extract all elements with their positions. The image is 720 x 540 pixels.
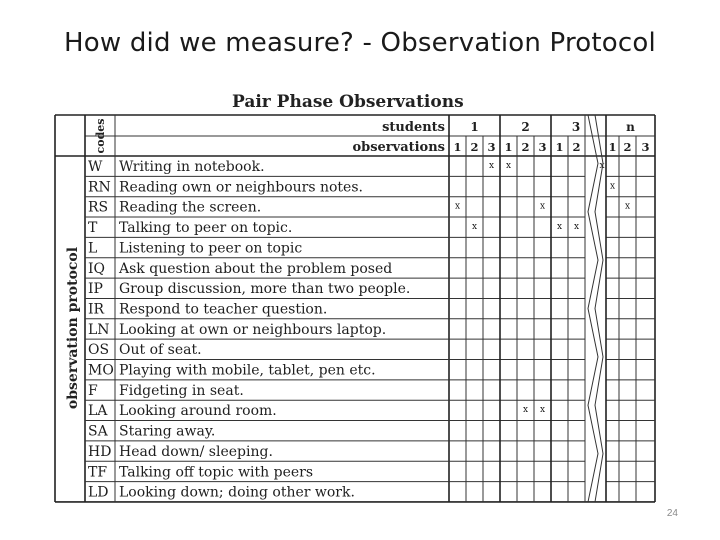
student-group-label: n bbox=[626, 120, 635, 134]
code-cell: T bbox=[88, 220, 98, 237]
observation-mark: x bbox=[556, 222, 563, 233]
observation-number-label: 2 bbox=[623, 140, 632, 154]
observation-number-label: 2 bbox=[572, 140, 581, 154]
observation-number-label: 1 bbox=[555, 140, 564, 154]
codes-header-label: codes bbox=[94, 118, 107, 154]
description-cell: Looking around room. bbox=[119, 403, 277, 420]
break-zigzag-line bbox=[588, 115, 598, 502]
slide-number: 24 bbox=[666, 508, 678, 519]
code-cell: IR bbox=[88, 301, 105, 318]
code-cell: HD bbox=[88, 443, 112, 460]
code-cell: RN bbox=[88, 179, 111, 196]
code-cell: W bbox=[88, 159, 103, 175]
observation-mark: x bbox=[609, 181, 616, 192]
code-column bbox=[88, 159, 114, 501]
description-cell: Out of seat. bbox=[119, 342, 202, 359]
code-cell: IQ bbox=[88, 260, 106, 277]
observation-number-label: 2 bbox=[521, 140, 530, 154]
observation-number-label: 1 bbox=[453, 140, 462, 154]
observation-mark: x bbox=[505, 161, 512, 171]
observation-mark: x bbox=[471, 222, 478, 233]
description-cell: Reading own or neighbours notes. bbox=[119, 179, 363, 196]
observation-mark: x bbox=[488, 161, 495, 171]
observations-header-label: observations bbox=[352, 140, 445, 155]
observation-mark: x bbox=[539, 201, 546, 212]
description-cell: Ask question about the problem posed bbox=[119, 260, 393, 277]
observation-mark: x bbox=[522, 405, 529, 416]
description-cell: Writing in notebook. bbox=[119, 159, 265, 175]
student-group-label: 2 bbox=[521, 120, 530, 134]
description-cell: Talking off topic with peers bbox=[119, 464, 314, 481]
observation-number-label: 2 bbox=[470, 140, 479, 154]
student-group-label: 1 bbox=[470, 120, 479, 134]
table-title: Pair Phase Observations bbox=[232, 92, 464, 112]
observation-number-label: 1 bbox=[608, 140, 617, 154]
student-group-labels bbox=[470, 120, 635, 134]
column-break-zigzag bbox=[588, 115, 603, 502]
description-cell: Head down/ sleeping. bbox=[119, 443, 273, 460]
code-cell: F bbox=[88, 382, 98, 399]
description-cell: Staring away. bbox=[119, 423, 216, 440]
description-cell: Respond to teacher question. bbox=[119, 301, 328, 318]
observation-mark: x bbox=[539, 405, 546, 416]
code-cell: LN bbox=[88, 321, 110, 338]
observation-mark: x bbox=[573, 222, 580, 233]
observation-number-label: 1 bbox=[504, 140, 513, 154]
observation-mark: x bbox=[599, 161, 605, 171]
description-cell: Looking at own or neighbours laptop. bbox=[119, 321, 387, 338]
description-cell: Fidgeting in seat. bbox=[119, 382, 244, 399]
code-cell: IP bbox=[88, 281, 103, 298]
code-cell: SA bbox=[88, 423, 108, 440]
observation-number-label: 3 bbox=[641, 140, 650, 154]
description-cell: Talking to peer on topic. bbox=[119, 220, 293, 237]
code-cell: RS bbox=[88, 199, 109, 216]
description-cell: Reading the screen. bbox=[119, 199, 262, 216]
code-cell: MO bbox=[88, 362, 114, 379]
slide-title: How did we measure? - Observation Protocol bbox=[64, 28, 656, 58]
observation-marks bbox=[455, 161, 630, 415]
students-header-label: students bbox=[382, 120, 445, 135]
student-group-label: 3 bbox=[571, 120, 581, 134]
description-column bbox=[118, 159, 410, 501]
description-cell: Playing with mobile, tablet, pen etc. bbox=[119, 362, 376, 379]
description-cell: Looking down; doing other work. bbox=[119, 484, 355, 501]
observation-mark: x bbox=[454, 201, 461, 212]
observation-number-label: 3 bbox=[538, 140, 547, 154]
code-cell: L bbox=[88, 240, 98, 257]
observation-number-label: 3 bbox=[487, 140, 496, 154]
code-cell: TF bbox=[88, 464, 108, 481]
observation-mark: x bbox=[624, 201, 631, 212]
description-cell: Listening to peer on topic bbox=[119, 240, 303, 257]
code-cell: LA bbox=[88, 403, 108, 420]
observation-protocol-side-label: observation protocol bbox=[65, 246, 81, 410]
code-cell: OS bbox=[88, 342, 110, 359]
description-cell: Group discussion, more than two people. bbox=[119, 281, 411, 298]
code-cell: LD bbox=[88, 484, 109, 501]
